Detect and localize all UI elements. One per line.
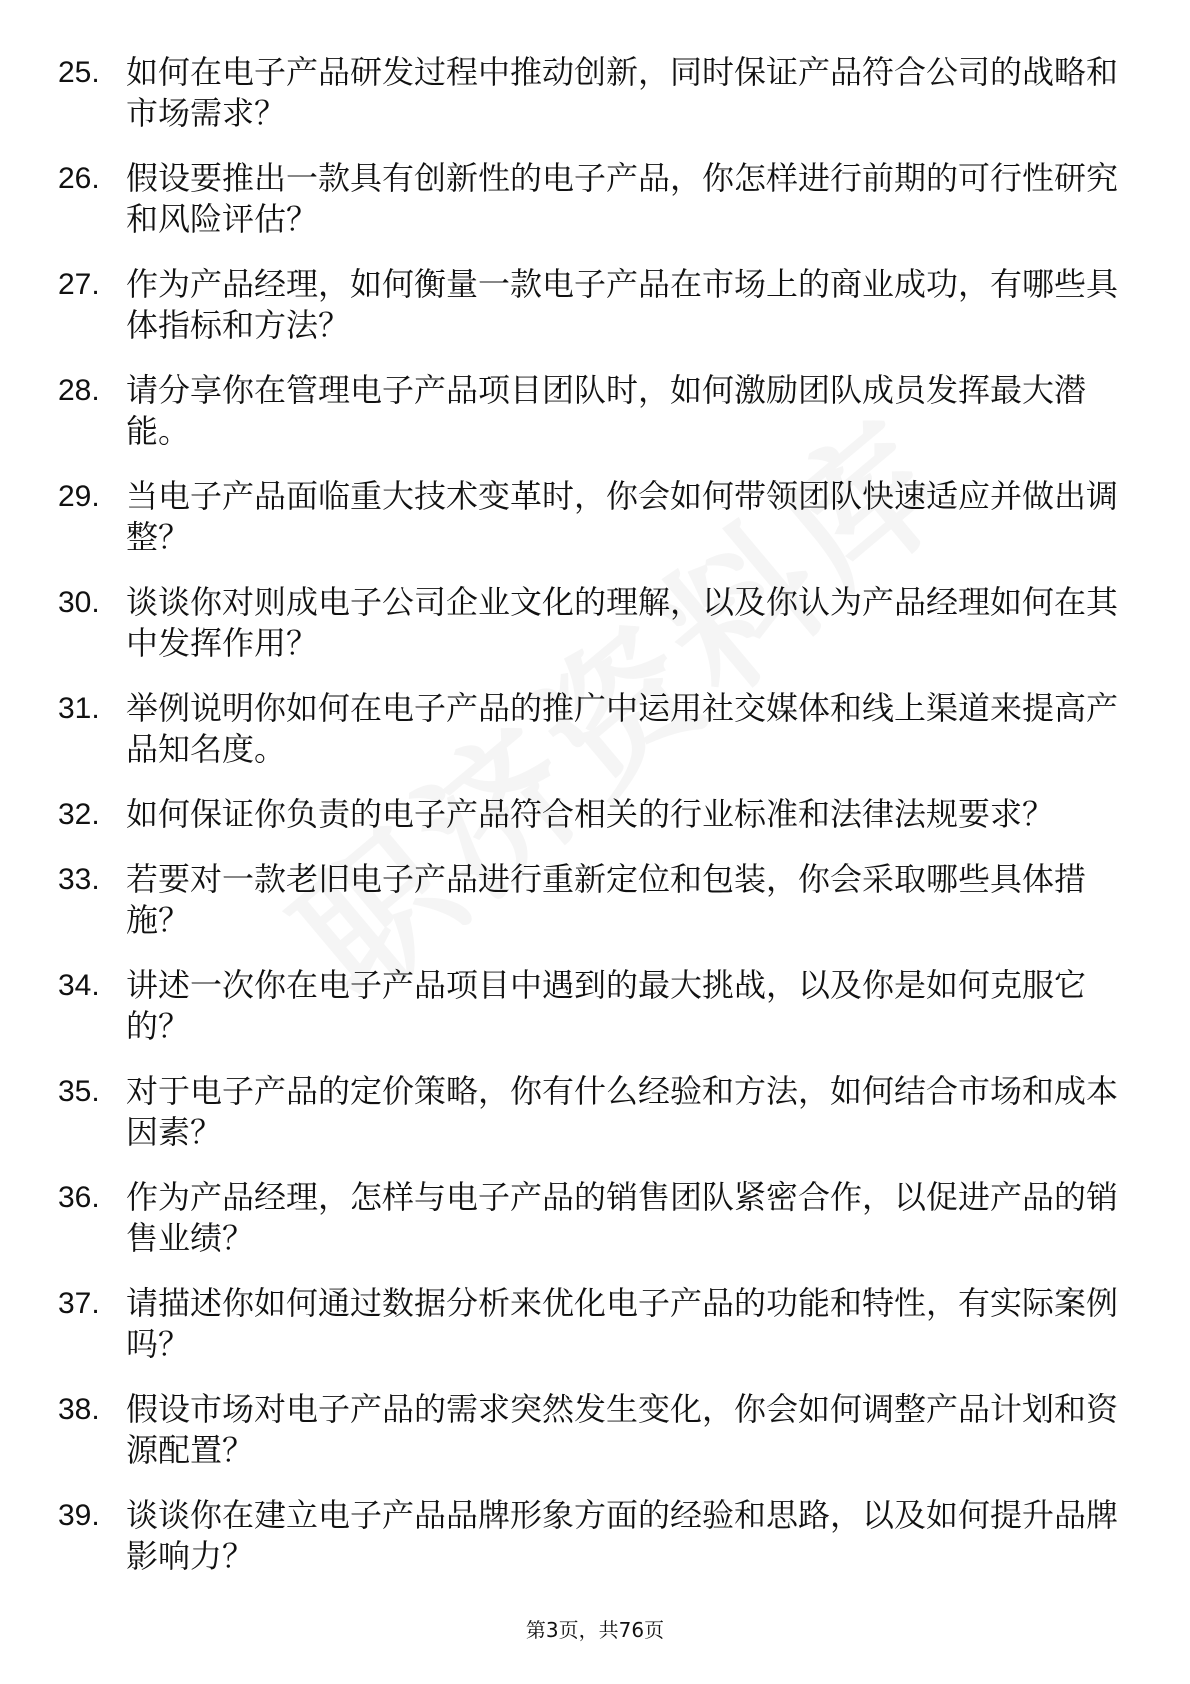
question-text: 若要对一款老旧电子产品进行重新定位和包装，你会采取哪些具体措施？ [126,860,1087,939]
list-item [58,476,1128,558]
page-footer [0,1614,1190,1643]
question-text: 作为产品经理，怎样与电子产品的销售团队紧密合作，以促进产品的销售业绩？ [126,1178,1119,1257]
list-item [58,1071,1128,1153]
page-number: 第3页，共76页 [525,1618,665,1642]
question-number: 37. [58,1287,100,1320]
list-item [58,264,1128,346]
list-item [58,158,1128,240]
question-number: 33. [58,863,100,896]
question-text: 如何在电子产品研发过程中推动创新，同时保证产品符合公司的战略和市场需求？ [126,53,1119,132]
question-text: 谈谈你在建立电子产品品牌形象方面的经验和思路，以及如何提升品牌影响力？ [126,1496,1119,1575]
question-text: 假设要推出一款具有创新性的电子产品，你怎样进行前期的可行性研究和风险评估？ [126,159,1119,238]
question-text: 请描述你如何通过数据分析来优化电子产品的功能和特性，有实际案例吗？ [126,1284,1119,1363]
list-item [58,688,1128,770]
question-number: 35. [58,1075,100,1108]
question-number: 25. [58,56,100,89]
list-item [58,370,1128,452]
question-number: 26. [58,162,100,195]
list-item [58,794,1128,835]
question-text: 对于电子产品的定价策略，你有什么经验和方法，如何结合市场和成本因素？ [126,1072,1119,1151]
question-number: 36. [58,1181,100,1214]
list-item [58,965,1128,1047]
question-number: 38. [58,1393,100,1426]
question-number: 28. [58,374,100,407]
question-number: 34. [58,969,100,1002]
question-number: 29. [58,480,100,513]
list-item [58,582,1128,664]
question-text: 假设市场对电子产品的需求突然发生变化，你会如何调整产品计划和资源配置？ [126,1390,1119,1469]
question-text: 讲述一次你在电子产品项目中遇到的最大挑战，以及你是如何克服它的？ [126,966,1087,1045]
list-item [58,859,1128,941]
question-text: 请分享你在管理电子产品项目团队时，如何激励团队成员发挥最大潜能。 [126,371,1087,450]
question-list [58,52,1128,1601]
question-number: 30. [58,586,100,619]
question-text: 当电子产品面临重大技术变革时，你会如何带领团队快速适应并做出调整？ [126,477,1119,556]
question-text: 如何保证你负责的电子产品符合相关的行业标准和法律法规要求？ [126,795,1055,833]
question-number: 31. [58,692,100,725]
list-item [58,1389,1128,1471]
list-item [58,1283,1128,1365]
question-number: 27. [58,268,100,301]
question-text: 作为产品经理，如何衡量一款电子产品在市场上的商业成功，有哪些具体指标和方法？ [126,265,1119,344]
list-item [58,1177,1128,1259]
question-number: 39. [58,1499,100,1532]
list-item [58,52,1128,134]
list-item [58,1495,1128,1577]
question-text: 谈谈你对则成电子公司企业文化的理解，以及你认为产品经理如何在其中发挥作用？ [126,583,1119,662]
question-text: 举例说明你如何在电子产品的推广中运用社交媒体和线上渠道来提高产品知名度。 [126,689,1119,768]
question-number: 32. [58,798,100,831]
